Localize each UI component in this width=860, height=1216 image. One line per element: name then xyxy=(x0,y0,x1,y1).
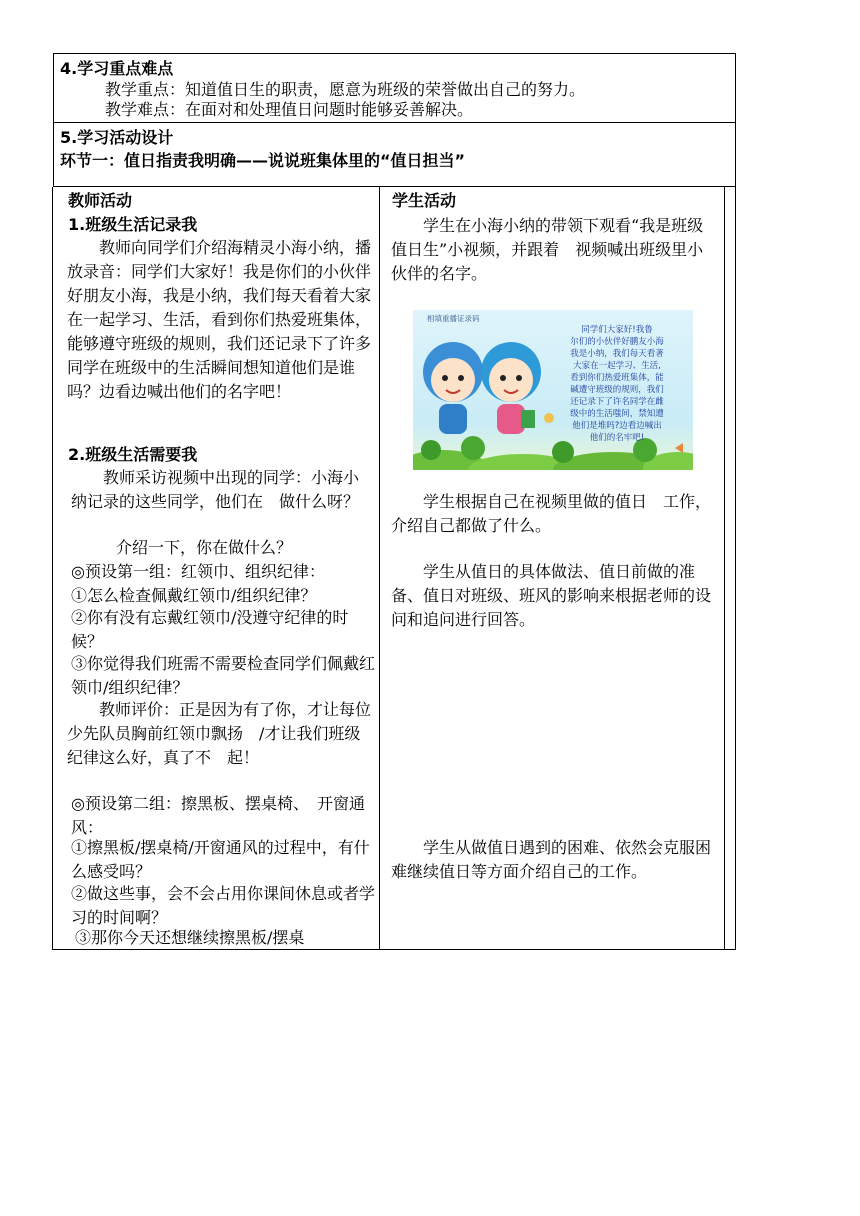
section5-title: 5.学习活动设计 xyxy=(60,128,174,147)
teacher-para5: ①怎么检查佩戴红领巾/组织纪律？ xyxy=(71,586,317,605)
student-para2: 学生根据自己在视频里做的值日 工作，介绍自己都做了什么。 xyxy=(391,492,712,535)
difficulty-text: 教学难点：在面对和处理值日问题时能够妥善解决。 xyxy=(105,100,474,119)
table-left-border xyxy=(52,187,53,950)
teacher-sub1: 1.班级生活记录我 xyxy=(68,215,198,234)
teacher-para4: ◎预设第一组：红领巾、组织纪律： xyxy=(71,562,325,581)
teacher-para2: 教师采访视频中出现的同学：小海小纳记录的这些同学，他们在 做什么呀？ xyxy=(71,468,360,511)
table-inner-right-border xyxy=(724,187,725,950)
teacher-para3: 介绍一下，你在做什么？ xyxy=(84,538,293,557)
student-para1: 学生在小海小纳的带领下观看“我是班级值日生”小视频，并跟着 视频喊出班级里小伙伴的名字。 xyxy=(391,216,704,283)
speech-bubble-text: 同学们大家好!我鲁 尔们的小伙伴好鹏友小海 我是小纳，我们每天看著 大家在一起学习、生活, 看到你们热爱班集体，能 碱遭守班级的规则，我们 还记录下了许名同学在雌 级中的生活嗤间，禁知遭 他们是堆吗?边看边喊出 他们的名牢吧! xyxy=(570,325,664,443)
teacher-sub2: 2.班级生活需要我 xyxy=(68,445,198,464)
student-para4: 学生从做值日遇到的困难、依然会克服困难继续值日等方面介绍自己的工作。 xyxy=(391,838,712,881)
teacher-para1: 教师向同学们介绍海精灵小海小纳，播放录音：同学们大家好！我是你们的小伙伴好朋友小海，我是小纳，我们每天看着大家在一起学习、生活，看到你们热爱班集体，能够遵守班级的规则，我们还记录下了许多同学在班级中的生活瞬间想知道他们是谁吗？边看边喊出他们的名字吧！ xyxy=(67,238,372,401)
teacher-para11: ②做这些事，会不会占用你课间休息或者学习的时间啊？ xyxy=(71,884,376,927)
stage1-heading: 环节一：值日指责我明确——说说班集体里的“值日担当” xyxy=(60,151,466,170)
teacher-para8: 教师评价：正是因为有了你，才让每位少先队员胸前红领巾飘扬 /才让我们班级纪律这么好，真了不 起！ xyxy=(67,700,372,767)
teacher-para10: ①擦黑板/摆桌椅/开窗通风的过程中，有什么感受吗？ xyxy=(71,838,370,881)
student-para3: 学生从值日的具体做法、值日前做的准备、值日对班级、班风的影响来根据老师的设问和追问进行回答。 xyxy=(391,562,712,629)
teacher-para6: ②你有没有忘戴红领巾/没遵守纪律的时候？ xyxy=(71,608,349,651)
student-header: 学生活动 xyxy=(392,191,457,210)
teacher-para12: ③那你今天还想继续擦黑板/摆桌 xyxy=(75,928,305,947)
teacher-header: 教师活动 xyxy=(68,191,133,210)
table-right-border xyxy=(735,187,736,950)
teacher-para9: ◎预设第二组：擦黑板、摆桌椅、 开窗通风： xyxy=(71,794,365,837)
teacher-para7: ③你觉得我们班需不需要检查同学们佩戴红领巾/组织纪律？ xyxy=(71,654,376,697)
table-middle-border xyxy=(379,187,380,950)
key-point-text: 教学重点：知道值日生的职责，愿意为班级的荣誉做出自己的努力。 xyxy=(105,80,586,99)
video-illustration xyxy=(413,310,693,470)
caption-text: 相填重播证录码 xyxy=(427,314,480,323)
section4-title: 4.学习重点难点 xyxy=(60,59,174,78)
